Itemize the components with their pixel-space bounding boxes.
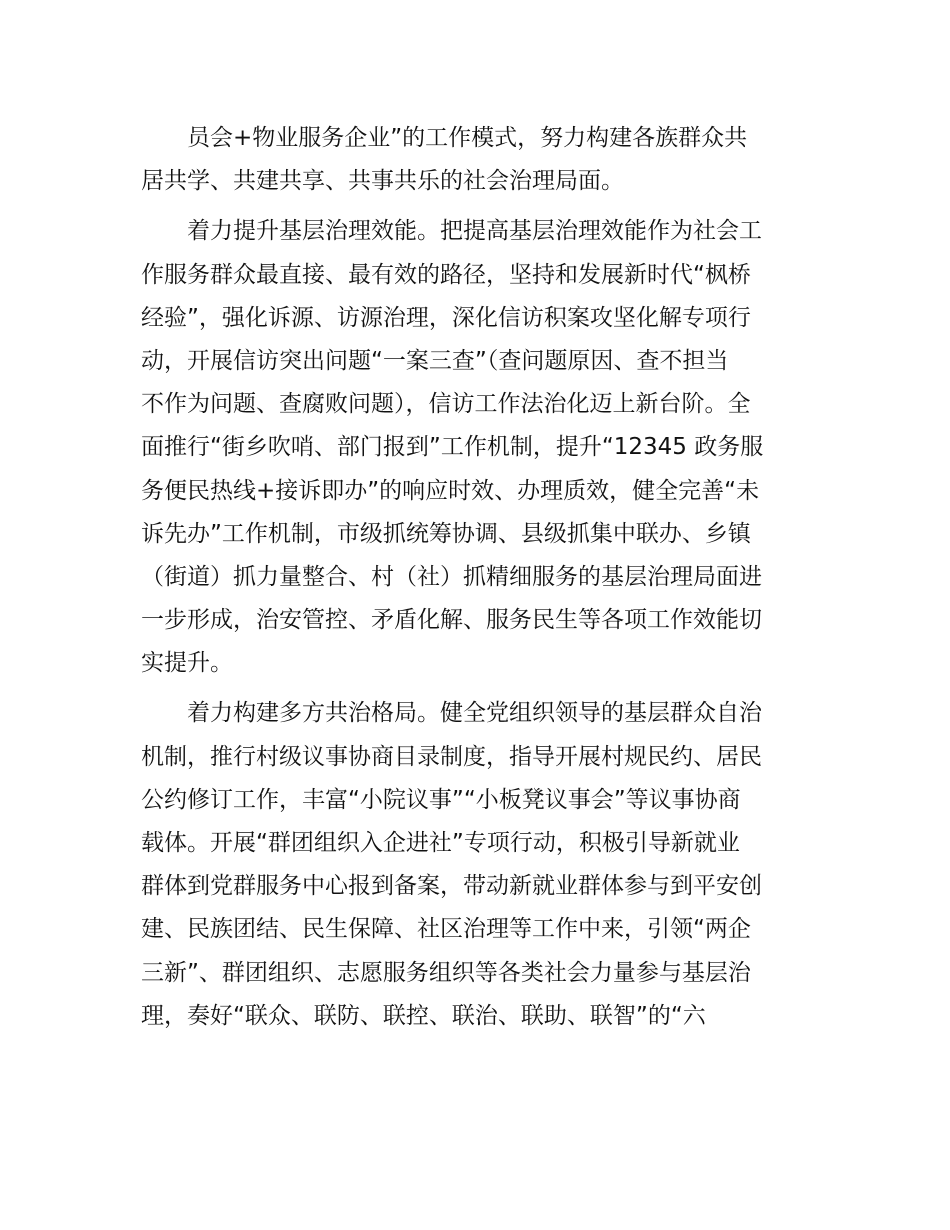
text-line: （街道）抓力量整合、村（社）抓精细服务的基层治理局面进 xyxy=(141,563,762,590)
document-body xyxy=(141,117,813,1038)
text-line: 动，开展信访突出问题“一案三查”（查问题原因、查不担当 xyxy=(141,347,729,374)
text-line: 机制，推行村级议事协商目录制度，指导开展村规民约、居民 xyxy=(141,743,762,770)
text-line: 实提升。 xyxy=(141,650,233,677)
text-line: 公约修订工作，丰富“小院议事”“小板凳议事会”等议事协商 xyxy=(141,786,741,813)
text-line: 居共学、共建共享、共事共乐的社会治理局面。 xyxy=(141,168,624,195)
text-line: 作服务群众最直接、最有效的路径，坚持和发展新时代“枫桥 xyxy=(141,261,751,288)
text-line: 一步形成，治安管控、矛盾化解、服务民生等各项工作效能切 xyxy=(141,607,762,634)
text-line: 理，奏好“联众、联防、联控、联治、联助、联智”的“六 xyxy=(141,1002,706,1029)
text-line: 经验”，强化诉源、访源治理，深化信访积案攻坚化解专项行 xyxy=(141,304,751,331)
text-line: 三新”、群团组织、志愿服务组织等各类社会力量参与基层治 xyxy=(141,959,751,986)
text-line: 建、民族团结、民生保障、社区治理等工作中来，引领“两企 xyxy=(141,916,751,943)
text-line: 不作为问题、查腐败问题），信访工作法治化迈上新台阶。全 xyxy=(141,391,751,418)
text-line: 诉先办”工作机制，市级抓统筹协调、县级抓集中联办、乡镇 xyxy=(141,520,751,547)
paragraph-1 xyxy=(141,117,813,203)
paragraph-2 xyxy=(141,210,813,685)
text-line: 面推行“街乡吹哨、部门报到”工作机制，提升“12345 政务服 xyxy=(141,434,764,461)
text-line: 群体到党群服务中心报到备案，带动新就业群体参与到平安创 xyxy=(141,873,762,900)
text-line: 着力提升基层治理效能。把提高基层治理效能作为社会工 xyxy=(141,218,762,245)
paragraph-3 xyxy=(141,692,813,1038)
text-line: 载体。开展“群团组织入企进社”专项行动，积极引导新就业 xyxy=(141,830,740,856)
text-line: 员会+物业服务企业”的工作模式，努力构建各族群众共 xyxy=(141,125,748,151)
text-line: 着力构建多方共治格局。健全党组织领导的基层群众自治 xyxy=(141,700,762,727)
text-line: 务便民热线+接诉即办”的响应时效、办理质效，健全完善“未 xyxy=(141,477,760,504)
